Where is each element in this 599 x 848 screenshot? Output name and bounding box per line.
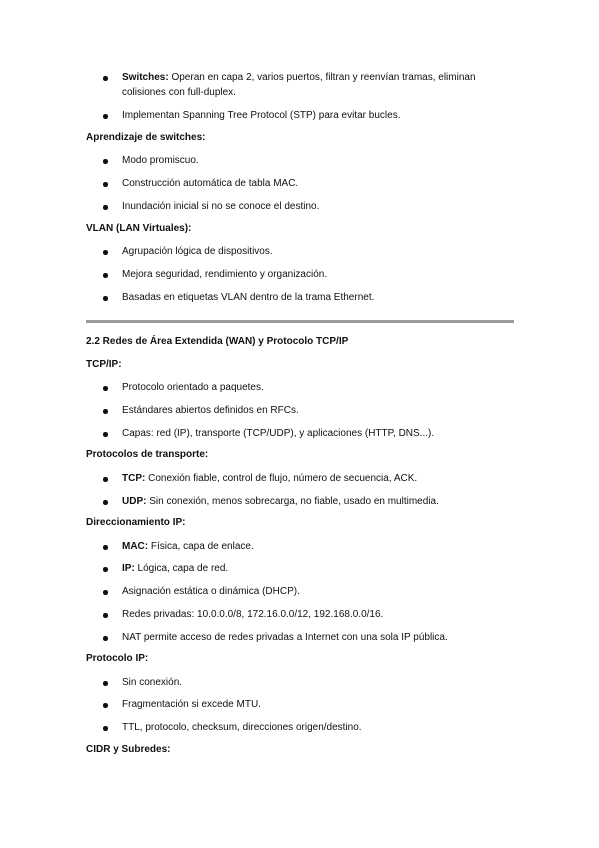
bullet-icon bbox=[103, 545, 108, 550]
list-term: UDP: bbox=[122, 496, 147, 507]
section-heading: VLAN (LAN Virtuales): bbox=[86, 223, 192, 234]
bullet-icon bbox=[103, 159, 108, 164]
list-text: Estándares abiertos definidos en RFCs. bbox=[122, 405, 299, 416]
list-text: Agrupación lógica de dispositivos. bbox=[122, 246, 273, 257]
list-text: Basadas en etiquetas VLAN dentro de la trama Ethernet. bbox=[122, 292, 375, 303]
list-term: TCP: bbox=[122, 473, 146, 484]
section-heading: Direccionamiento IP: bbox=[86, 517, 186, 528]
list-text: Física, capa de enlace. bbox=[148, 541, 254, 552]
bullet-icon bbox=[103, 273, 108, 278]
list-text: Modo promiscuo. bbox=[122, 155, 199, 166]
list-term: MAC: bbox=[122, 541, 149, 552]
list-text: Redes privadas: 10.0.0.0/8, 172.16.0.0/12, 192.168.0.0/16. bbox=[122, 609, 384, 620]
bullet-icon bbox=[103, 114, 108, 119]
bullet-icon bbox=[103, 477, 108, 482]
list-text: Inundación inicial si no se conoce el destino. bbox=[122, 201, 320, 212]
bullet-icon bbox=[103, 703, 108, 708]
list-text: TTL, protocolo, checksum, direcciones origen/destino. bbox=[122, 722, 362, 733]
bullet-icon bbox=[103, 250, 108, 255]
bullet-icon bbox=[103, 296, 108, 301]
list-text: Fragmentación si excede MTU. bbox=[122, 699, 261, 710]
bullet-icon bbox=[103, 386, 108, 391]
bullet-icon bbox=[103, 681, 108, 686]
list-text: Sin conexión. bbox=[122, 677, 183, 688]
list-text: NAT permite acceso de redes privadas a Internet con una sola IP pública. bbox=[122, 632, 448, 643]
bullet-icon bbox=[103, 76, 108, 81]
list-text: Capas: red (IP), transporte (TCP/UDP), y aplicaciones (HTTP, DNS...). bbox=[122, 428, 435, 439]
list-text: Asignación estática o dinámica (DHCP). bbox=[122, 586, 300, 597]
list-text: Sin conexión, menos sobrecarga, no fiable, usado en multimedia. bbox=[146, 496, 439, 507]
bullet-icon bbox=[103, 567, 108, 572]
bullet-icon bbox=[103, 182, 108, 187]
list-text: Operan en capa 2, varios puertos, filtran y reenvían tramas, eliminan colisiones con full-duplex. bbox=[122, 72, 476, 98]
bullet-icon bbox=[103, 409, 108, 414]
section-heading: Aprendizaje de switches: bbox=[86, 132, 206, 143]
bullet-icon bbox=[103, 590, 108, 595]
list-term: Switches: bbox=[122, 72, 169, 83]
bullet-icon bbox=[103, 205, 108, 210]
bullet-icon bbox=[103, 613, 108, 618]
list-text: Protocolo orientado a paquetes. bbox=[122, 382, 264, 393]
bullet-icon bbox=[103, 500, 108, 505]
section-title: 2.2 Redes de Área Extendida (WAN) y Protocolo TCP/IP bbox=[86, 336, 349, 347]
list-text: Implementan Spanning Tree Protocol (STP) para evitar bucles. bbox=[122, 110, 401, 121]
section-heading: TCP/IP: bbox=[86, 359, 122, 370]
section-heading: CIDR y Subredes: bbox=[86, 744, 171, 755]
bullet-icon bbox=[103, 726, 108, 731]
section-heading: Protocolo IP: bbox=[86, 653, 149, 664]
bullet-icon bbox=[103, 636, 108, 641]
list-term: IP: bbox=[122, 563, 135, 574]
bullet-icon bbox=[103, 432, 108, 437]
section-heading: Protocolos de transporte: bbox=[86, 449, 209, 460]
list-text: Conexión fiable, control de flujo, número de secuencia, ACK. bbox=[145, 473, 418, 484]
list-text: Lógica, capa de red. bbox=[134, 563, 229, 574]
section-divider bbox=[86, 320, 514, 323]
list-text: Mejora seguridad, rendimiento y organización. bbox=[122, 269, 328, 280]
list-text: Construcción automática de tabla MAC. bbox=[122, 178, 299, 189]
